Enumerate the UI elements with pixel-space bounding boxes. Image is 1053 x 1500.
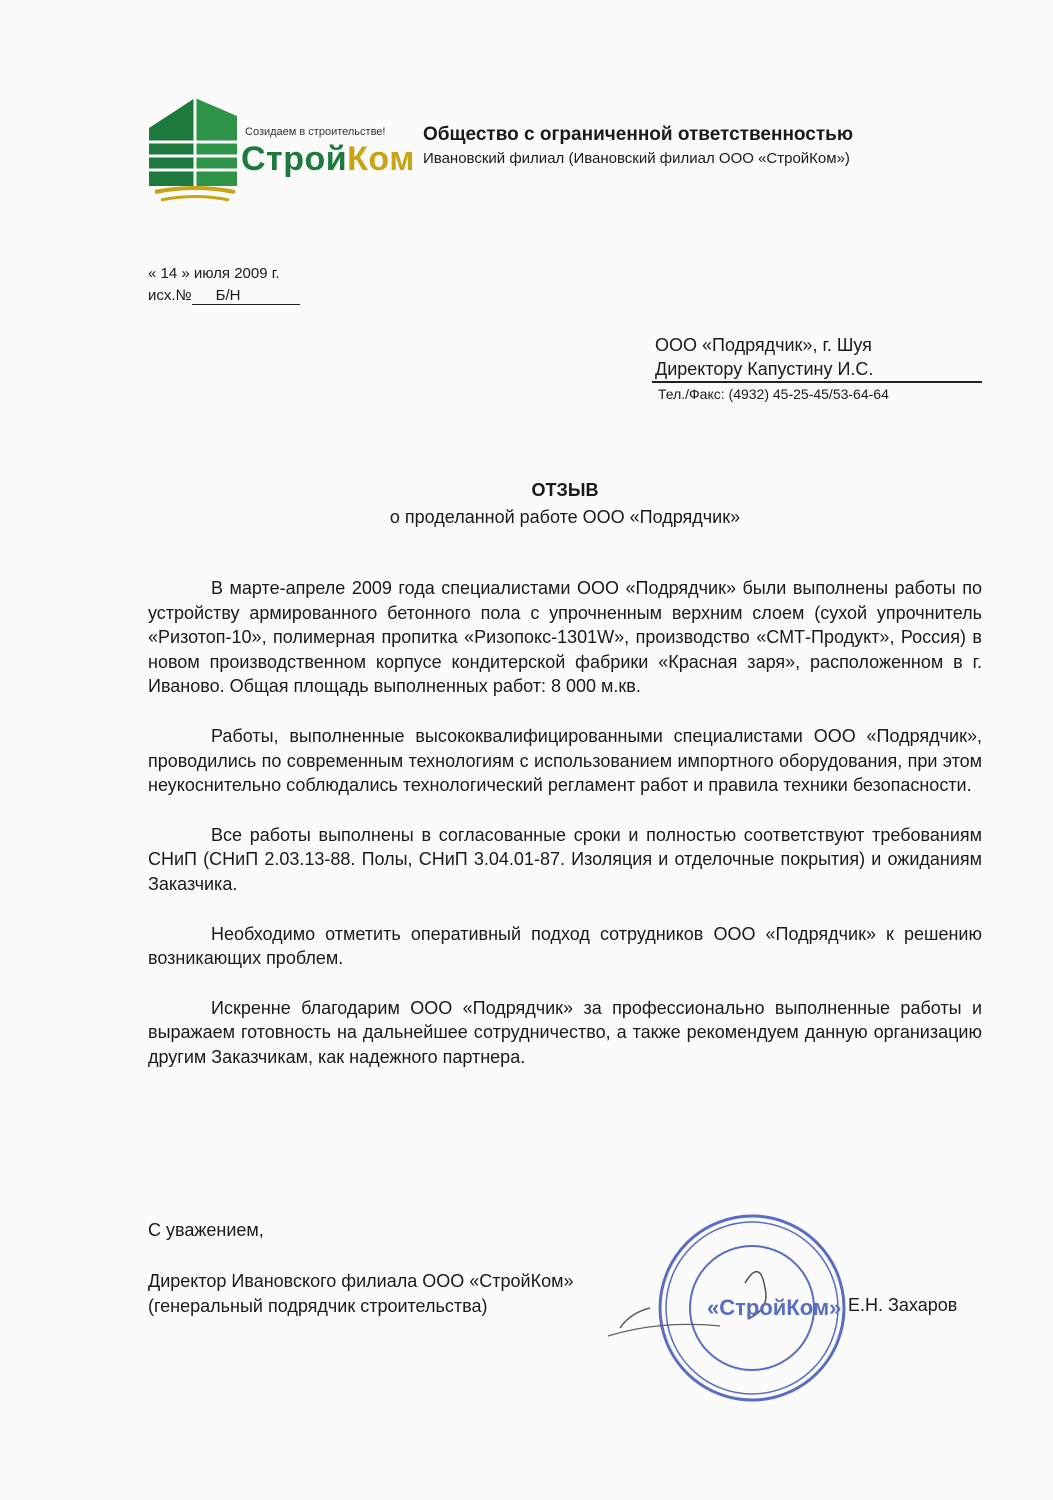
org-title: Общество с ограниченной ответственностью — [423, 124, 854, 145]
recipient-divider — [652, 381, 982, 383]
body-paragraph: Все работы выполнены в согласованные сроки и полностью соответствуют требованиям СНиП (СНиП 2.03.13-88. Полы, СНиП 3.04.01-87. Изоляция и отделочные покрытия) и ожиданиям Заказчика. — [148, 824, 982, 894]
company-logo — [145, 98, 425, 208]
org-branch: Ивановский филиал (Ивановский филиал ООО «СтройКом») — [423, 150, 850, 167]
signer-position-line2: (генеральный подрядчик строительства) — [148, 1296, 488, 1316]
recipient-phone: Тел./Факс: (4932) 45-25-45/53-64-64 — [658, 386, 889, 402]
logo-name — [241, 140, 415, 179]
recipient-block — [655, 333, 873, 381]
reference-label: исх.№ — [148, 287, 192, 304]
closing-regards: С уважением, — [148, 1220, 264, 1240]
logo-name-part1: Строй — [241, 140, 348, 178]
document-title: ОТЗЫВ — [531, 480, 599, 500]
logo-slogan: Созидаем в строительстве! — [245, 126, 386, 138]
body-paragraph: Работы, выполненные высококвалифицированными специалистами ООО «Подрядчик», проводились по современным технологиям с использованием импортного оборудования, при этом неукоснительно соблюдались технологический регламент работ и правила техники безопасности. — [148, 725, 982, 796]
logo-name-part2: Ком — [347, 140, 415, 178]
body-paragraph: В марте-апреле 2009 года специалистами ООО «Подрядчик» были выполнены работы по устройству армированного бетонного пола с упрочненным верхним слоем (сухой упрочнитель «Ризотоп-10», полимерная пропитка «Ризопокс-1301W», производство «СМТ-Продукт», Россия) в новом производственном корпусе кондитерской фабрики «Красная заря», расположенном в г. Иваново. Общая площадь выполненных работ: 8 000 м.кв. — [148, 578, 982, 697]
letter-date: « 14 » июля 2009 г. — [148, 265, 280, 282]
signer-name: Е.Н. Захаров — [848, 1295, 958, 1315]
signer-position-line1: Директор Ивановского филиала ООО «СтройКом» — [148, 1271, 574, 1291]
building-logo-icon — [145, 98, 241, 208]
body-paragraph: Необходимо отметить оперативный подход сотрудников ООО «Подрядчик» к решению возникающих проблем. — [148, 923, 982, 969]
letter-body — [148, 576, 982, 1095]
document-subtitle: о проделанной работе ООО «Подрядчик» — [389, 507, 741, 527]
signer-position — [148, 1269, 573, 1319]
reference-number — [148, 287, 300, 305]
reference-value: Б/Н — [192, 287, 300, 305]
recipient-person: Директору Капустину И.С. — [655, 359, 874, 379]
recipient-company: ООО «Подрядчик», г. Шуя — [655, 335, 872, 355]
stamp-center-text: «СтройКом» — [707, 1295, 842, 1320]
body-paragraph: Искренне благодарим ООО «Подрядчик» за профессионально выполненные работы и выражаем готовность на дальнейшее сотрудничество, а также рекомендуем данную организацию другим Заказчикам, как надежного партнера. — [148, 997, 982, 1067]
